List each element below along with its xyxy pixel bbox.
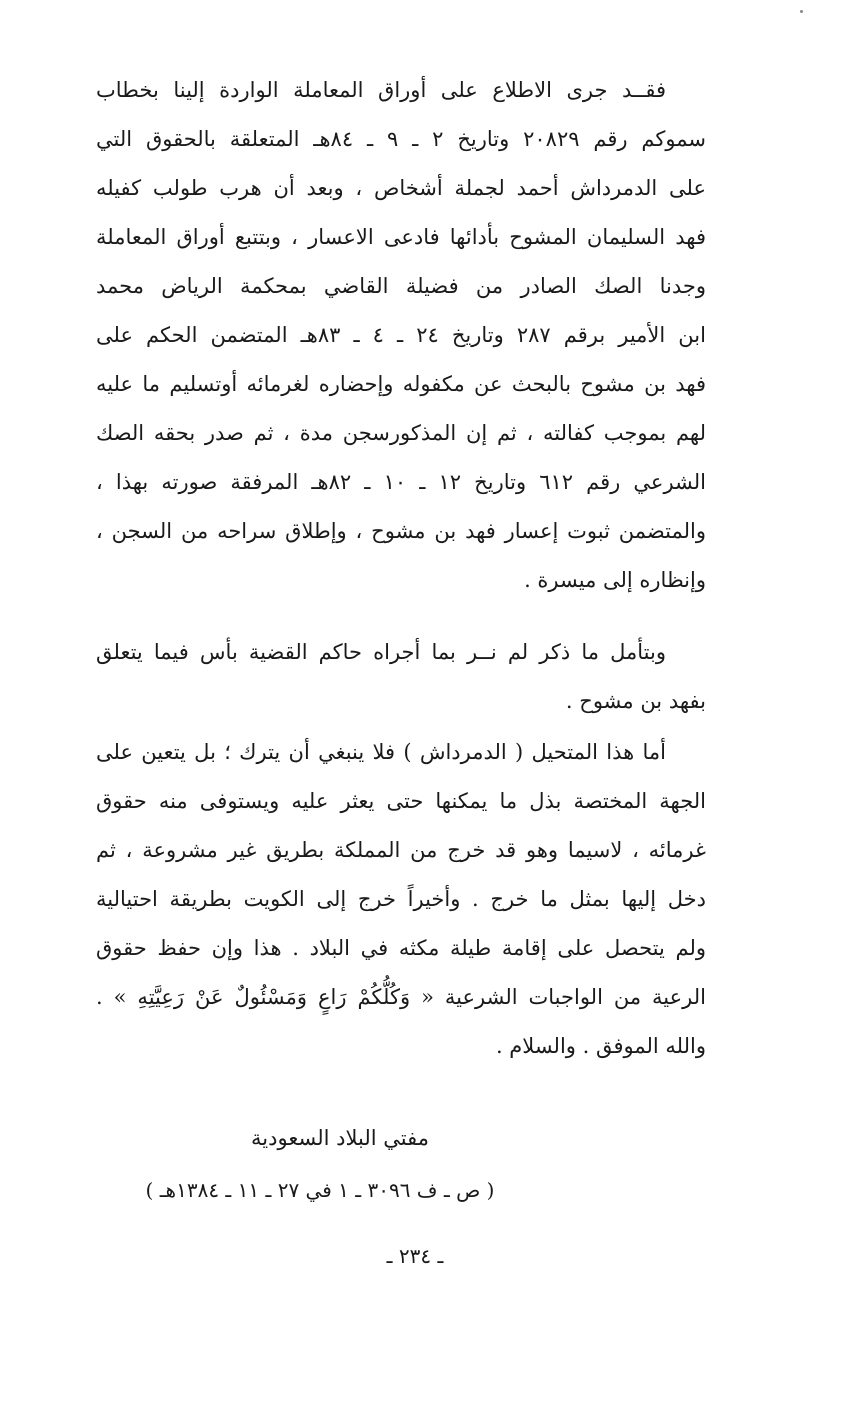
page-number: ـ ٢٣٤ ـ [386,1244,444,1268]
paragraph-line: والله الموفق . والسلام . [495,1034,706,1058]
paragraph-line: وبتأمل ما ذكر لم نــر بما أجراه حاكم القضية بأس فيما يتعلق [96,640,666,664]
paragraph-line: وإنظاره إلى ميسرة . [524,568,706,592]
paragraph-line: بفهد بن مشوح . [565,689,706,713]
paragraph-2 [96,628,706,726]
paragraph-1 [96,66,706,605]
paragraph-line: فهد بن مشوح بالبحث عن مكفوله وإحضاره لغرمائه أوتسليم ما عليه [96,372,706,396]
paragraph-line: فهد السليمان المشوح بأدائها فادعى الاعسار ، وبتتبع أوراق المعاملة [96,225,706,249]
paragraph-line: غرمائه ، لاسيما وهو قد خرج من المملكة بطريق غير مشروعة ، ثم [96,838,706,862]
paragraph-line: على الدمرداش أحمد لجملة أشخاص ، وبعد أن هرب طولب كفيله [96,176,706,200]
paragraph-line: ولم يتحصل على إقامة طيلة مكثه في البلاد . هذا وإن حفظ حقوق [96,936,706,960]
paragraph-line: الرعية من الواجبات الشرعية « وَكُلُّكُمْ رَاعٍ وَمَسْئُولٌ عَنْ رَعِيَّتِهِ » . [96,985,706,1009]
paragraph-line: ابن الأمير برقم ٢٨٧ وتاريخ ٢٤ ـ ٤ ـ ٨٣هـ المتضمن الحكم على [96,323,706,347]
reference-number: ( ص ـ ف ٣٠٩٦ ـ ١ في ٢٧ ـ ١١ ـ ١٣٨٤هـ ) [145,1178,495,1202]
paragraph-line: أما هذا المتحيل ( الدمرداش ) فلا ينبغي أن يترك ؛ بل يتعين على [96,740,666,764]
signature: مفتي البلاد السعودية [251,1126,429,1150]
paragraph-line: والمتضمن ثبوت إعسار فهد بن مشوح ، وإطلاق سراحه من السجن ، [96,519,706,543]
paragraph-line: لهم بموجب كفالته ، ثم إن المذكورسجن مدة ، ثم صدر بحقه الصك [96,421,706,445]
paragraph-line: وجدنا الصك الصادر من فضيلة القاضي بمحكمة الرياض محمد [96,274,706,298]
paragraph-line: فقــد جرى الاطلاع على أوراق المعاملة الواردة إلينا بخطاب [96,78,666,102]
paragraph-line: الجهة المختصة بذل ما يمكنها حتى يعثر عليه ويستوفى منه حقوق [96,789,706,813]
paragraph-line: الشرعي رقم ٦١٢ وتاريخ ١٢ ـ ١٠ ـ ٨٢هـ المرفقة صورته بهذا ، [96,470,706,494]
paragraph-line: سموكم رقم ٢٠٨٢٩ وتاريخ ٢ ـ ٩ ـ ٨٤هـ المتعلقة بالحقوق التي [96,127,706,151]
paragraph-line: دخل إليها بمثل ما خرج . وأخيراً خرج إلى الكويت بطريقة احتيالية [96,887,706,911]
paragraph-3 [96,728,706,1071]
scan-speck [800,10,803,13]
